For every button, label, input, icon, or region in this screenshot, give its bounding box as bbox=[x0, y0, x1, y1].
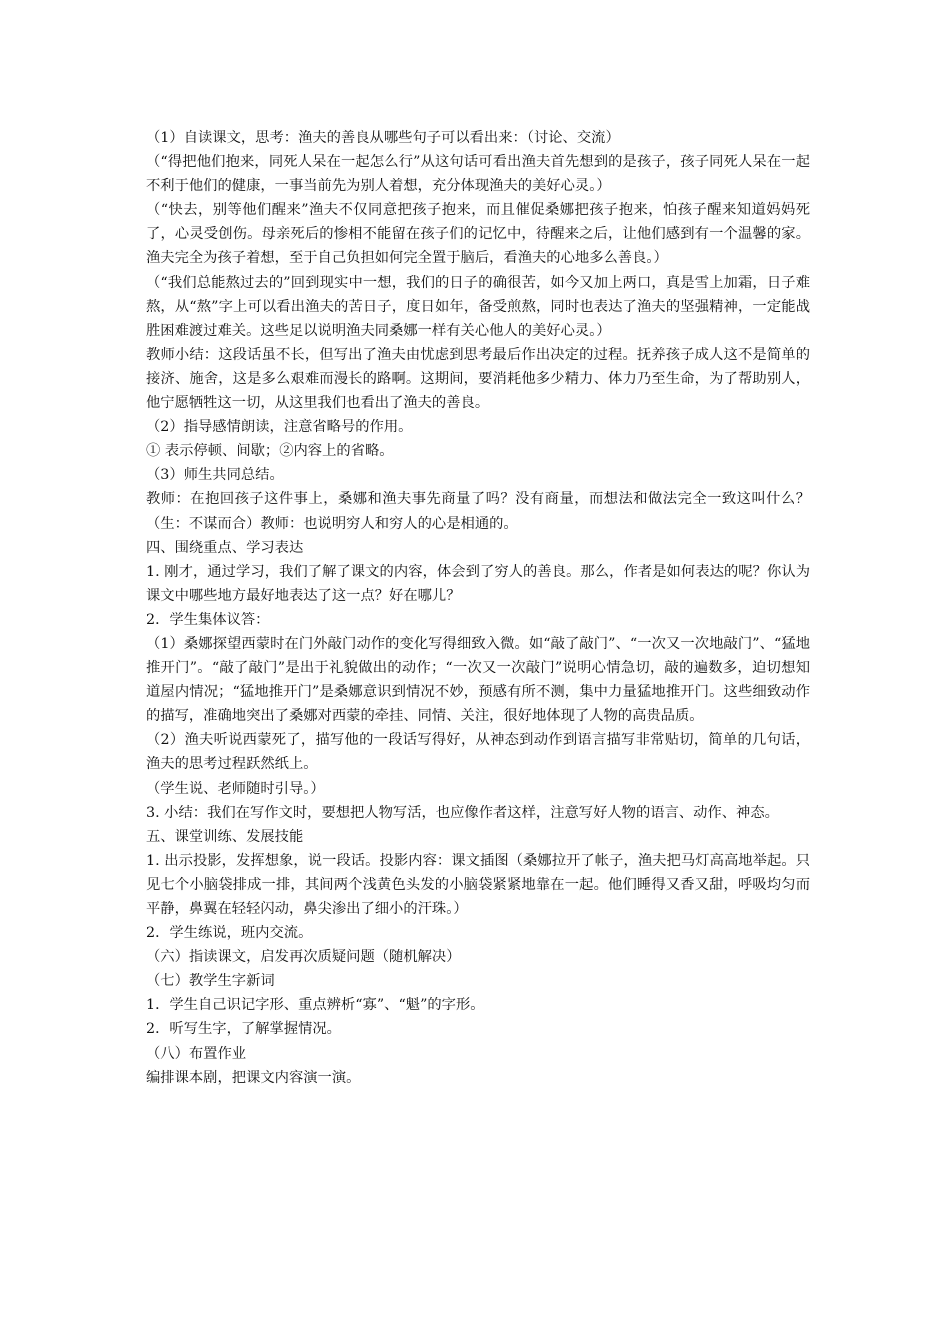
section-4-item-2: 2．学生集体议答： bbox=[146, 611, 270, 628]
teacher-remark: 教师：在抱回孩子这件事上，桑娜和渔夫事先商量了吗？没有商量，而想法和做法完全一致这叫什么？（生：不谋而合）教师：也说明穷人和穷人的心是相通的。 bbox=[146, 491, 810, 532]
analysis-sentence-3: （“我们总能熬过去的”回到现实中一想，我们的日子的确很苦，如今又加上两口，真是雪上加霜，日子难熬，从“熬”字上可以看出渔夫的苦日子，度日如年，备受煎熬，同时也表达了渔夫的坚强精神，一定能战胜困难渡过难关。这些足以说明渔夫同桑娜一样有关心他人的美好心灵。） bbox=[146, 274, 810, 339]
step-7-item-2: 2．听写生字，了解掌握情况。 bbox=[146, 1021, 341, 1038]
step-6-heading: （六）指读课文，启发再次质疑问题（随机解决） bbox=[146, 949, 461, 966]
analysis-sentence-2: （“快去，别等他们醒来”渔夫不仅同意把孩子抱来，而且催促桑娜把孩子抱来，怕孩子醒来知道妈妈死了，心灵受创伤。母亲死后的惨相不能留在孩子们的记忆中，待醒来之后，让他们感到有一个温馨的家。渔夫完全为孩子着想，至于自己负担如何完全置于脑后，看渔夫的心地多么善良。） bbox=[146, 202, 810, 267]
section-4-item-1: 1. 刚才，通过学习，我们了解了课文的内容，体会到了穷人的善良。那么，作者是如何表达的呢？你认为课文中哪些地方最好地表达了这一点？好在哪儿？ bbox=[146, 563, 810, 604]
discussion-point-1: （1）桑娜探望西蒙时在门外敲门动作的变化写得细致入微。如“敲了敲门”、“一次又一次地敲门”、“猛地推开门”。“敲了敲门”是出于礼貌做出的动作；“一次又一次敲门”说明心情急切，敲的遍数多，迫切想知道屋内情况；“猛地推开门”是桑娜意识到情况不妙，预感有所不测，集中力量猛地推开门。这些细致动作的描写，准确地突出了桑娜对西蒙的牵挂、同情、关注，很好地体现了人物的高贵品质。 bbox=[146, 635, 810, 725]
section-4-item-3: 3. 小结：我们在写作文时，要想把人物写活，也应像作者这样，注意写好人物的语言、动作、神态。 bbox=[146, 804, 779, 821]
section-5-item-1: 1. 出示投影，发挥想象，说一段话。投影内容：课文插图（桑娜拉开了帐子，渔夫把马灯高高地举起。只见七个小脑袋排成一排，其间两个浅黄色头发的小脑袋紧紧地靠在一起。他们睡得又香又甜，呼吸均匀而平静，鼻翼在轻轻闪动，鼻尖渗出了细小的汗珠。） bbox=[146, 852, 810, 917]
section-5-heading: 五、课堂训练、发展技能 bbox=[146, 828, 304, 845]
section-4-heading: 四、围绕重点、学习表达 bbox=[146, 539, 304, 556]
teacher-summary: 教师小结：这段话虽不长，但写出了渔夫由忧虑到思考最后作出决定的过程。抚养孩子成人这不是简单的接济、施舍，这是多么艰难而漫长的路啊。这期间，要消耗他多少精力、体力乃至生命，为了帮助别人，他宁愿牺牲这一切，从这里我们也看出了渔夫的善良。 bbox=[146, 346, 810, 412]
discussion-point-2: （2）渔夫听说西蒙死了，描写他的一段话写得好，从神态到动作到语言描写非常贴切，简单的几句话，渔夫的思考过程跃然纸上。 bbox=[146, 732, 810, 773]
question-1-heading: （1）自读课文，思考：渔夫的善良从哪些句子可以看出来：（讨论、交流） bbox=[146, 130, 620, 146]
question-2-heading: （2）指导感情朗读，注意省略号的作用。 bbox=[146, 419, 413, 436]
step-8-heading: （八）布置作业 bbox=[146, 1045, 247, 1062]
question-3-heading: （3）师生共同总结。 bbox=[146, 467, 284, 484]
step-7-item-1: 1．学生自己识记字形、重点辨析“寡”、“魁”的字形。 bbox=[146, 997, 485, 1014]
analysis-sentence-1: （“得把他们抱来，同死人呆在一起怎么行”从这句话可看出渔夫首先想到的是孩子，孩子同死人呆在一起不利于他们的健康，一事当前先为别人着想，充分体现渔夫的美好心灵。） bbox=[146, 154, 810, 195]
ellipsis-uses: ① 表示停顿、间歇；②内容上的省略。 bbox=[146, 443, 394, 460]
homework-text: 编排课本剧，把课文内容演一演。 bbox=[146, 1069, 361, 1086]
step-7-heading: （七）教学生字新词 bbox=[146, 973, 275, 990]
section-5-item-2: 2．学生练说，班内交流。 bbox=[146, 925, 313, 942]
guidance-note: （学生说、老师随时引导。） bbox=[146, 780, 325, 797]
document-page bbox=[146, 126, 810, 1090]
